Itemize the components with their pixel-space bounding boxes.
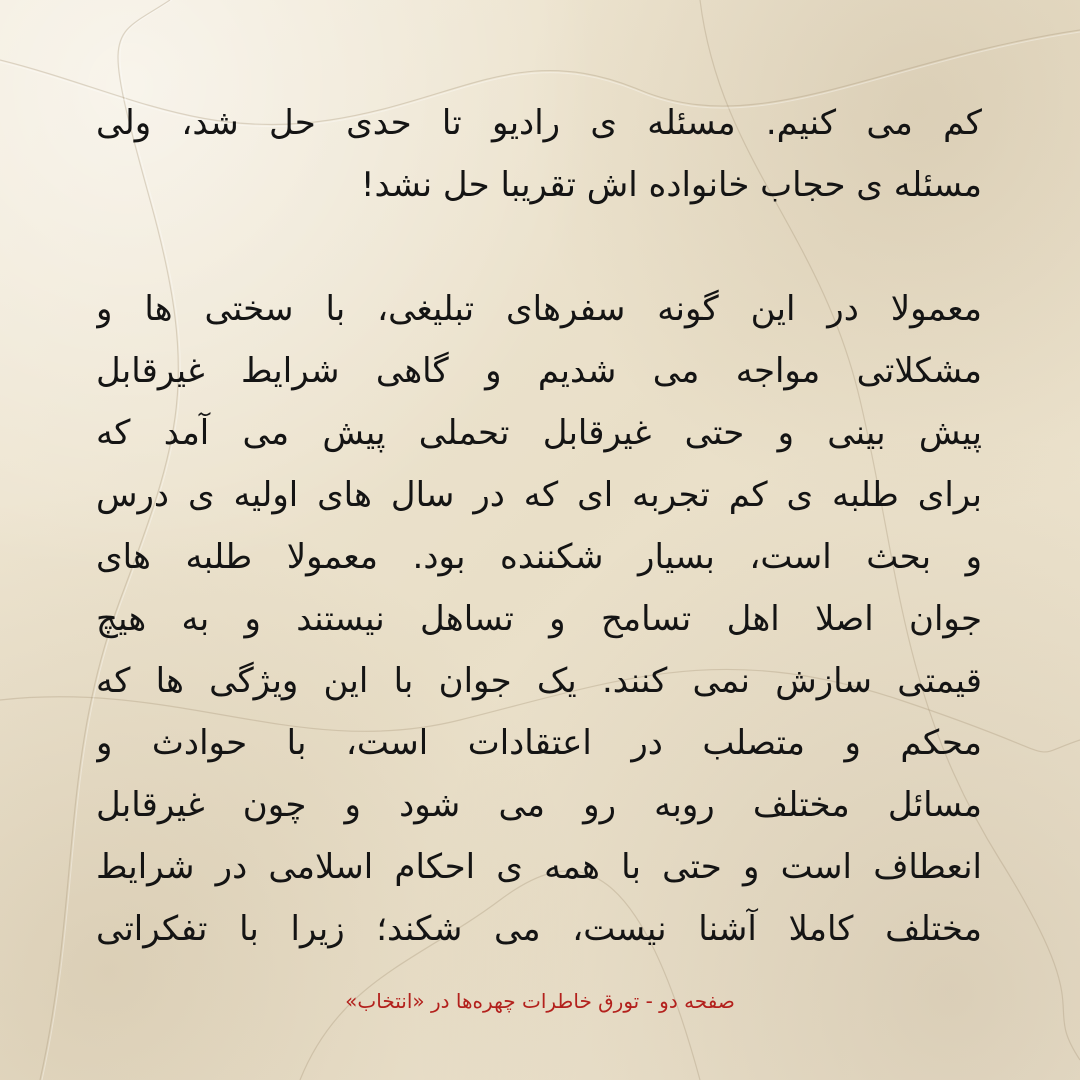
- text-line: انعطاف است و حتی با همه ی احکام اسلامی در شرایط: [96, 847, 982, 887]
- document-body: [96, 92, 982, 960]
- paragraph-gap: [96, 216, 982, 278]
- text-line: محکم و متصلب در اعتقادات است، با حوادث و: [96, 723, 982, 763]
- text-line: مسئله ی حجاب خانواده اش تقریبا حل نشد!: [360, 165, 982, 205]
- paragraph-2: [96, 278, 982, 960]
- text-line: کم می کنیم. مسئله ی رادیو تا حدی حل شد، ولی: [96, 103, 982, 143]
- paragraph-1: [96, 92, 982, 216]
- text-line: جوان اصلا اهل تسامح و تساهل نیستند و به هیچ: [96, 599, 982, 639]
- text-line: مختلف کاملا آشنا نیست، می شکند؛ زیرا با تفکراتی: [96, 909, 982, 949]
- text-line: و بحث است، بسیار شکننده بود. معمولا طلبه های: [96, 537, 982, 577]
- text-line: قیمتی سازش نمی کنند. یک جوان با این ویژگی ها که: [96, 661, 982, 701]
- text-line: برای طلبه ی کم تجربه ای که در سال های اولیه ی درس: [96, 475, 982, 515]
- page-footer-caption: صفحه دو - تورق خاطرات چهره‌ها در «انتخاب»: [345, 989, 735, 1013]
- text-line: مشکلاتی مواجه می شدیم و گاهی شرایط غیرقابل: [96, 351, 982, 391]
- text-line: مسائل مختلف روبه رو می شود و چون غیرقابل: [96, 785, 982, 825]
- text-line: پیش بینی و حتی غیرقابل تحملی پیش می آمد که: [96, 413, 982, 453]
- text-line: معمولا در این گونه سفرهای تبلیغی، با سختی ها و: [96, 289, 982, 329]
